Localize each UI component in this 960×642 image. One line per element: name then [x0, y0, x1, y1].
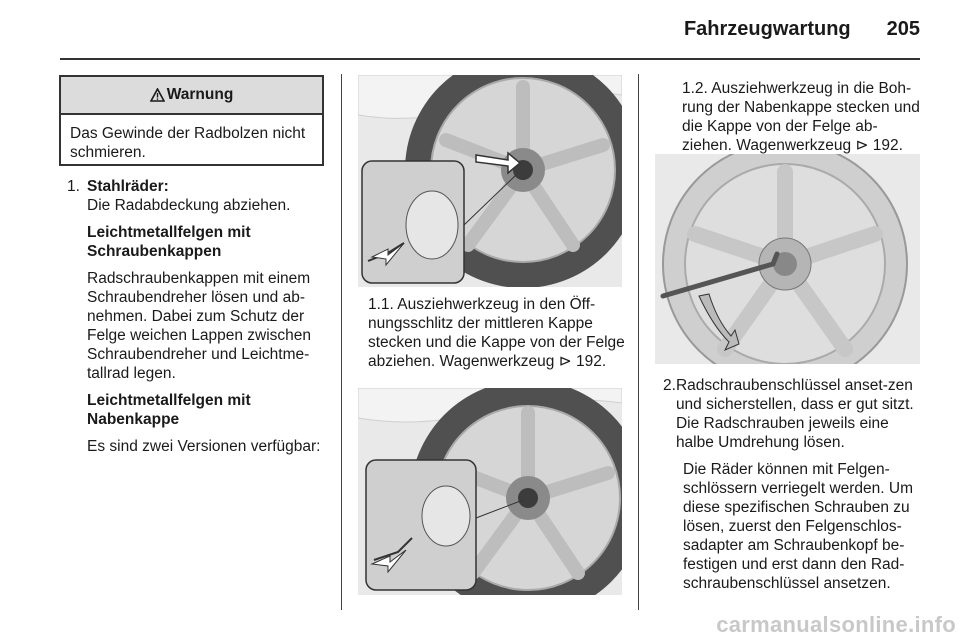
- column-1: [67, 177, 332, 456]
- paragraph-schraubenkappen: Radschraubenkappen mit einem Schraubendreher lösen und ab-nehmen. Dabei zum Schutz der Felge weichen Lappen zwischen Schraubendreher und Leichtme-tallrad legen.: [87, 270, 312, 382]
- step-title: Stahlräder:: [87, 178, 169, 195]
- column-divider-1: [341, 74, 342, 610]
- watermark: carmanualsonline.info: [716, 612, 956, 637]
- header-rule: [60, 58, 920, 60]
- page-number: 205: [886, 18, 920, 40]
- page-header: [684, 18, 920, 41]
- reference-arrow-icon: ⊳: [855, 137, 869, 154]
- column-divider-2: [638, 74, 639, 610]
- caption-1-page-ref: 192.: [576, 353, 607, 370]
- figure-wheel-wrench: [655, 154, 920, 364]
- wheel-illustration-1: [358, 75, 622, 287]
- list-item: [67, 177, 332, 196]
- step-number: 2.: [663, 377, 676, 394]
- caption-2: [682, 79, 922, 155]
- warning-header: [61, 77, 322, 115]
- subheading-schraubenkappen: Leichtmetallfelgen mit Schraubenkappen: [87, 224, 251, 260]
- paragraph-versionen: Es sind zwei Versionen verfügbar:: [87, 438, 321, 455]
- subheading-nabenkappe: Leichtmetallfelgen mit Nabenkappe: [87, 392, 251, 428]
- caption-2-text: 1.2. Ausziehwerkzeug in die Boh-rung der Nabenkappe stecken und die Kappe von der Felge ab-ziehen. Wagenwerkzeug: [682, 80, 920, 154]
- wheel-illustration-3: [655, 154, 920, 364]
- caption-1: [368, 295, 626, 371]
- step-number: 1.: [67, 178, 80, 195]
- reference-arrow-icon: ⊳: [558, 353, 572, 370]
- wheel-illustration-2: [358, 388, 622, 595]
- caption-2-page-ref: 192.: [872, 137, 903, 154]
- figure-hubcap-hole: [358, 388, 622, 595]
- chapter-title: Fahrzeugwartung: [683, 18, 851, 40]
- warning-text: Das Gewinde der Radbolzen nicht schmieren.: [70, 125, 306, 161]
- caption-1-text: 1.1. Ausziehwerkzeug in den Öff-nungsschlitz der mittleren Kappe stecken und die Kappe von der Felge abziehen. Wagenwerkzeug: [368, 296, 625, 370]
- figure-hubcap-slot: [358, 75, 622, 287]
- column-3-list: [663, 376, 925, 593]
- step-note: Die Räder können mit Felgen-schlössern verriegelt werden. Um diese spezifischen Schrauben zu lösen, zuerst den Felgenschlos-sadapter am Schraubenkopf be-festigen und erst dann den Rad-schraubenschlüssel ansetzen.: [683, 461, 914, 592]
- warning-title: Warnung: [166, 86, 234, 103]
- warning-box: [59, 75, 324, 166]
- warning-triangle-icon: [150, 88, 165, 102]
- list-item: [663, 376, 925, 452]
- step-text: Radschraubenschlüssel anset-zen und sicherstellen, dass er gut sitzt. Die Radschrauben jeweils eine halbe Umdrehung lösen.: [675, 377, 914, 451]
- step-text: Die Radabdeckung abziehen.: [87, 197, 291, 214]
